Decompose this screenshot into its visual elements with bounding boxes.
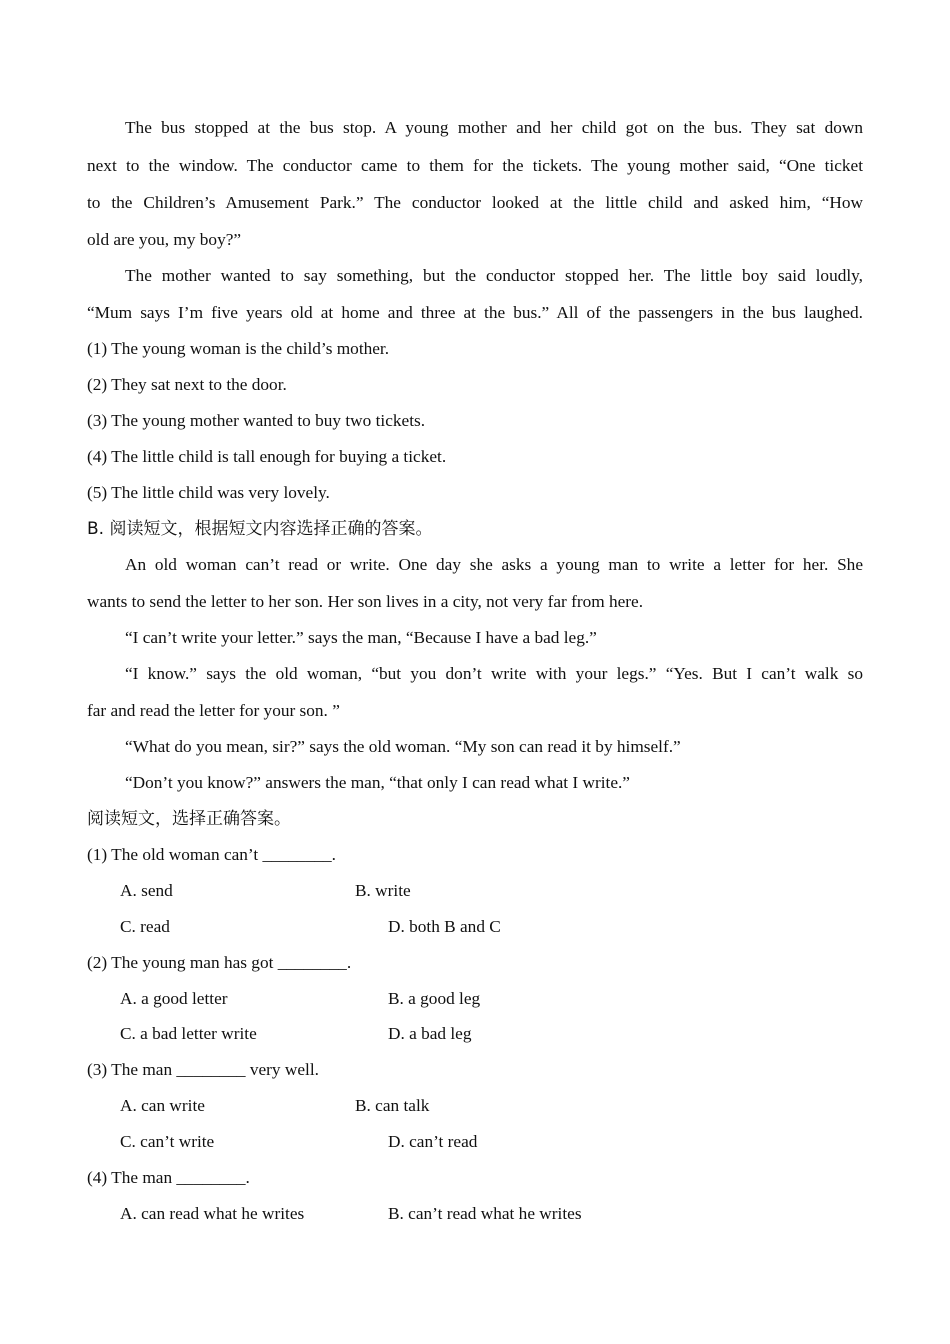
option: B. a good leg [388, 989, 481, 1008]
passage-a-line: The bus stopped at the bus stop. A young mother and her child got on the bus. They sat down [125, 118, 863, 137]
option: A. a good letter [120, 989, 228, 1008]
option: D. a bad leg [388, 1024, 472, 1043]
option: C. a bad letter write [120, 1024, 257, 1043]
passage-a-line: next to the window. The conductor came to them for the tickets. The young mother said, “One ticket [87, 156, 863, 175]
passage-a-line: The mother wanted to say something, but the conductor stopped her. The little boy said loudly, [125, 266, 863, 285]
option: A. can read what he writes [120, 1204, 305, 1223]
section-b-heading: B. 阅读短文，根据短文内容选择正确的答案。 [87, 519, 433, 539]
option: A. can write [120, 1096, 205, 1115]
passage-b-line: “I can’t write your letter.” says the man, “Because I have a bad leg.” [125, 628, 597, 647]
question-stem: (3) The man ________ very well. [87, 1060, 319, 1079]
option: A. send [120, 881, 173, 900]
option: D. both B and C [388, 917, 501, 936]
question-stem: (1) The old woman can’t ________. [87, 845, 336, 864]
statement: (1) The young woman is the child’s mother. [87, 339, 390, 358]
question-stem: (4) The man ________. [87, 1168, 250, 1187]
option: B. can’t read what he writes [388, 1204, 582, 1223]
question-stem: (2) The young man has got ________. [87, 953, 352, 972]
passage-b-line: “What do you mean, sir?” says the old woman. “My son can read it by himself.” [125, 737, 681, 756]
statement: (4) The little child is tall enough for buying a ticket. [87, 447, 447, 466]
option: C. can’t write [120, 1132, 215, 1151]
passage-a-line: old are you, my boy?” [87, 230, 242, 249]
option: B. can talk [355, 1096, 430, 1115]
passage-b-line: far and read the letter for your son. ” [87, 701, 340, 720]
passage-a-line: “Mum says I’m five years old at home and three at the bus.” All of the passengers in the bus laughed. [87, 303, 863, 322]
option: C. read [120, 917, 170, 936]
passage-b-line: “I know.” says the old woman, “but you don’t write with your legs.” “Yes. But I can’t walk so [125, 664, 863, 683]
passage-a-line: to the Children’s Amusement Park.” The conductor looked at the little child and asked him, “How [87, 193, 863, 212]
statement: (3) The young mother wanted to buy two tickets. [87, 411, 426, 430]
passage-b-line: An old woman can’t read or write. One day she asks a young man to write a letter for her. She [125, 555, 863, 574]
option: D. can’t read [388, 1132, 478, 1151]
passage-b-line: wants to send the letter to her son. Her son lives in a city, not very far from here. [87, 592, 644, 611]
option: B. write [355, 881, 411, 900]
passage-b-line: “Don’t you know?” answers the man, “that only I can read what I write.” [125, 773, 630, 792]
instruction: 阅读短文，选择正确答案。 [87, 809, 291, 829]
statement: (2) They sat next to the door. [87, 375, 287, 394]
statement: (5) The little child was very lovely. [87, 483, 330, 502]
